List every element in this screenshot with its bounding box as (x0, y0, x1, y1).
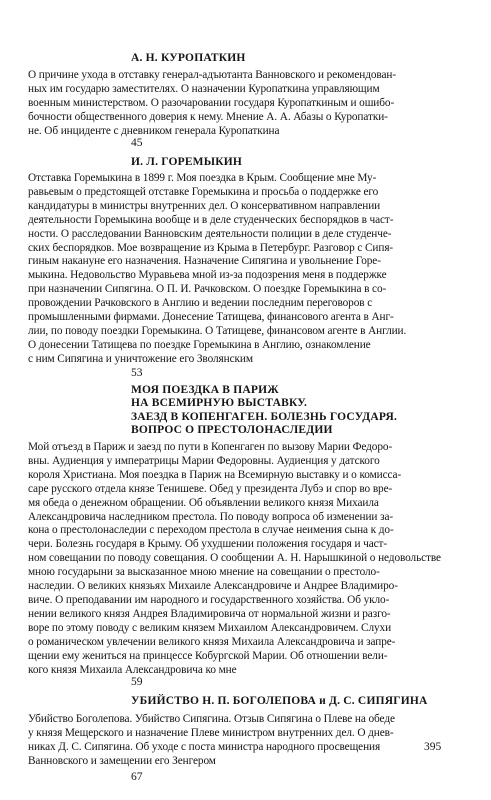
page-reference: 59 (131, 676, 143, 688)
summary-line: у князя Мещерского и назначение Плеве министром внутренних дел. О днев- (28, 726, 394, 739)
summary-line: Отставка Горемыкина в 1899 г. Моя поездка в Крым. Сообщение мне Му- (28, 172, 377, 184)
summary-line: кона о престолонаследии с переходом престола в случае неимения сына к до- (28, 524, 394, 537)
summary-line: Александровича наследником престола. По поводу вопроса об изменении за- (28, 510, 394, 523)
summary-line: бочности общественного доверия к нему. Мнение А. А. Абазы о Куропатки- (28, 110, 388, 123)
summary-line: Убийство Боголепова. Убийство Сипягина. Отзыв Сипягина о Плеве на обеде (28, 713, 395, 725)
summary-line: ных им государю заместителях. О назначении Куропаткина управляющим (28, 82, 380, 95)
summary-line: короля Христиана. Моя поездка в Париж на Всемирную выставку и о комисса- (28, 468, 402, 481)
summary-line: мною государыни за высказанное мною мнение на совещании о престоло- (28, 566, 380, 579)
summary-line: гиным накануне его назначения. Назначение Сипягина и увольнение Горе- (28, 255, 381, 268)
summary-line: воре по этому поводу с великим князем Михаилом Александровичем. Слухи (28, 621, 392, 634)
book-page (28, 0, 468, 800)
summary-line: при назначении Сипягина. О П. И. Рачковском. О поездке Горемыкина в со- (28, 283, 387, 296)
heading-line: НА ВСЕМИРНУЮ ВЫСТАВКУ. (131, 397, 308, 410)
summary-line: наследии. О великих князьях Михаиле Александровиче и Андрее Владимиро- (28, 580, 398, 593)
summary-line: мя обеда о денежном обращении. Об объявлении великого князя Михаила (28, 496, 379, 509)
heading-line: МОЯ ПОЕЗДКА В ПАРИЖ (131, 384, 279, 396)
summary-line: вны. Аудиенция у императрицы Марии Федоровны. Аудиенция у датского (28, 454, 380, 467)
section-heading-murders (131, 695, 428, 708)
summary-line: промышленными фирмами. Донесение Татищева, финансового агента в Анг- (28, 311, 394, 324)
summary-line: Ванновского и замещении его Зенгером (28, 754, 216, 767)
summary-line: нении великого князя Андрея Владимировича от нормальной жизни и разго- (28, 607, 391, 620)
section-heading-paris-trip (131, 384, 397, 438)
summary-line: равьевым о предстоящей отставке Горемыкина и просьба о поддержке его (28, 185, 379, 198)
summary-line: ности. О расследовании Ванновским деятельности полиции в деле студенче- (28, 227, 392, 240)
summary-line: никах Д. С. Сипягина. Об уходе с поста министра народного просвещения (28, 740, 381, 753)
summary-line: Мой отъезд в Париж и заезд по пути в Копенгаген по вызову Марии Федоро- (28, 441, 393, 453)
page-number: 395 (424, 741, 442, 753)
page-reference: 45 (131, 137, 143, 149)
section-summary-goremykin (28, 172, 466, 367)
summary-line: не. Об инциденте с дневником генерала Куропаткина (28, 124, 280, 137)
heading-line: И. Л. ГОРЕМЫКИН (131, 156, 243, 168)
summary-line: лии, по поводу поездки Горемыкина. О Татищеве, финансовом агенте в Англии. (28, 324, 407, 337)
summary-line: военным министерством. О разочаровании государя Куропаткиным и ошибо- (28, 96, 395, 109)
summary-line: провождении Рачковского в Англию и ведении последним переговоров с (28, 297, 373, 310)
summary-line: с ним Сипягина и уничтожение его Зволянским (28, 352, 253, 365)
summary-line: кого князя Михаила Александровича ко мне (28, 663, 237, 676)
summary-line: о романическом увлечении великого князя Михаила Александровича и запре- (28, 635, 396, 648)
heading-line: ЗАЕЗД В КОПЕНГАГЕН. БОЛЕЗНЬ ГОСУДАРЯ. (131, 410, 398, 423)
section-heading-goremykin (131, 156, 242, 169)
section-summary-kuropatkin (28, 69, 466, 139)
summary-line: чери. Болезнь государя в Крыму. Об ухудшении положения государя и част- (28, 538, 388, 551)
page-reference: 67 (131, 771, 143, 783)
section-summary-paris-trip (28, 441, 466, 677)
heading-line: УБИЙСТВО Н. П. БОГОЛЕПОВА и Д. С. СИПЯГИНА (131, 695, 428, 707)
summary-line: О причине ухода в отставку генерал-адъютанта Ванновского и рекомендован- (28, 69, 396, 81)
heading-line: А. Н. КУРОПАТКИН (131, 52, 246, 64)
section-heading-kuropatkin (131, 52, 246, 65)
summary-line: мыкина. Недовольство Муравьева мной из-за подозрения меня в поддержке (28, 269, 387, 282)
summary-line: щении ему жениться на принцессе Кобургской Марии. Об отношении вели- (28, 649, 388, 662)
page-reference: 53 (131, 367, 143, 379)
summary-line: ских беспорядков. Мое возвращение из Крыма в Петербург. Разговор с Сипя- (28, 241, 394, 254)
summary-line: О донесении Татищева по поездке Горемыкина в Англию, ознакомление (28, 338, 371, 351)
summary-line: виче. О преподавании им народного и государственного хозяйства. Об укло- (28, 593, 390, 606)
heading-line: ВОПРОС О ПРЕСТОЛОНАСЛЕДИИ (131, 424, 333, 437)
summary-line: кандидатуры в министры внутренних дел. О консервативном направлении (28, 199, 381, 212)
summary-line: деятельности Горемыкина вообще и в деле студенческих беспорядков в част- (28, 213, 394, 226)
summary-line: саре русского отдела князе Тенишеве. Обед у президента Лубэ и спор во вре- (28, 482, 393, 495)
summary-line: ном совещании по поводу совещания. О сообщении А. Н. Нарышкиной о недовольстве (28, 552, 441, 565)
section-summary-murders (28, 713, 466, 769)
